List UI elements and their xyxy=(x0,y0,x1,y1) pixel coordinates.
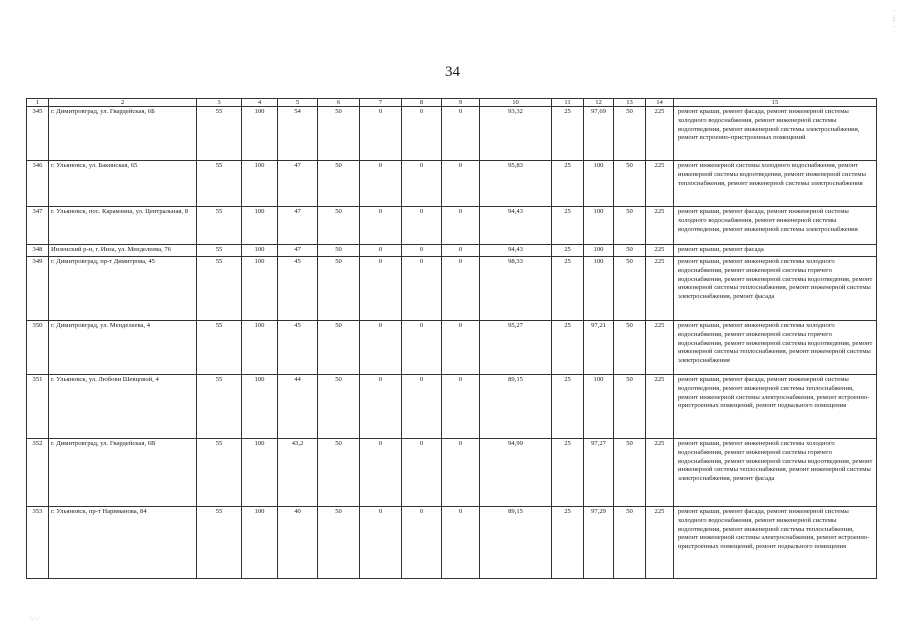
address-cell: г. Димитровград, ул. Гвардейская, 6В xyxy=(49,439,197,507)
table-row xyxy=(27,257,877,321)
value-cell: 50 xyxy=(614,257,646,321)
works-cell: ремонт крыши, ремонт инженерной системы холодного водоснабжения, ремонт инженерной системы горячего водоснабжения, ремонт инженерной системы водоотведения, ремонт инженерной системы теплоснабжения, ремонт инженерной системы электроснабжения, ремонт фасада xyxy=(674,257,877,321)
value-cell: 89,15 xyxy=(480,507,552,579)
works-cell: ремонт инженерной системы холодного водоснабжения, ремонт инженерной системы водоотведения, ремонт инженерной системы теплоснабжения, ремонт инженерной системы электроснабжения xyxy=(674,161,877,207)
value-cell: 225 xyxy=(646,107,674,161)
value-cell: 97,21 xyxy=(584,321,614,375)
value-cell: 0 xyxy=(402,257,442,321)
value-cell: 0 xyxy=(360,207,402,245)
value-cell: 0 xyxy=(442,321,480,375)
value-cell: 0 xyxy=(360,245,402,257)
value-cell: 0 xyxy=(442,257,480,321)
value-cell: 45 xyxy=(278,257,318,321)
value-cell: 50 xyxy=(614,207,646,245)
scan-artifact-marks: ·.·.· xyxy=(30,615,40,622)
column-header: 12 xyxy=(584,99,614,107)
value-cell: 225 xyxy=(646,161,674,207)
value-cell: 25 xyxy=(552,507,584,579)
value-cell: 100 xyxy=(242,107,278,161)
row-number-cell: 345 xyxy=(27,107,49,161)
value-cell: 0 xyxy=(402,321,442,375)
value-cell: 50 xyxy=(318,375,360,439)
value-cell: 100 xyxy=(242,507,278,579)
table-row xyxy=(27,375,877,439)
value-cell: 25 xyxy=(552,161,584,207)
value-cell: 98,33 xyxy=(480,257,552,321)
value-cell: 50 xyxy=(318,107,360,161)
value-cell: 50 xyxy=(614,245,646,257)
value-cell: 100 xyxy=(584,375,614,439)
address-cell: г. Ульяновск, ул. Любови Шевцовой, 4 xyxy=(49,375,197,439)
value-cell: 55 xyxy=(197,439,242,507)
value-cell: 225 xyxy=(646,207,674,245)
value-cell: 225 xyxy=(646,507,674,579)
address-cell: г. Димитровград, ул. Менделеева, 4 xyxy=(49,321,197,375)
value-cell: 94,43 xyxy=(480,245,552,257)
value-cell: 43,2 xyxy=(278,439,318,507)
value-cell: 225 xyxy=(646,257,674,321)
table-header-row xyxy=(27,99,877,107)
value-cell: 100 xyxy=(242,245,278,257)
column-header: 11 xyxy=(552,99,584,107)
value-cell: 0 xyxy=(402,161,442,207)
column-header: 4 xyxy=(242,99,278,107)
value-cell: 55 xyxy=(197,321,242,375)
value-cell: 97,29 xyxy=(584,507,614,579)
value-cell: 55 xyxy=(197,161,242,207)
value-cell: 50 xyxy=(614,107,646,161)
address-cell: г. Ульяновск, ул. Бакинская, 65 xyxy=(49,161,197,207)
row-number-cell: 346 xyxy=(27,161,49,207)
value-cell: 97,69 xyxy=(584,107,614,161)
value-cell: 225 xyxy=(646,439,674,507)
table-row xyxy=(27,439,877,507)
value-cell: 0 xyxy=(402,375,442,439)
value-cell: 50 xyxy=(318,321,360,375)
works-cell: ремонт крыши, ремонт инженерной системы холодного водоснабжения, ремонт инженерной системы горячего водоснабжения, ремонт инженерной системы водоотведения, ремонт инженерной системы теплоснабжения, ремонт инженерной системы электроснабжения xyxy=(674,321,877,375)
works-cell: ремонт крыши, ремонт фасада, ремонт инженерной системы холодного водоснабжения, ремонт инженерной системы водоотведения, ремонт инженерной системы теплоснабжения, ремонт инженерной системы электроснабжения, ремонт встроенно-пристроенных помещений, ремонт подвального помещения xyxy=(674,507,877,579)
value-cell: 0 xyxy=(442,507,480,579)
value-cell: 0 xyxy=(442,161,480,207)
row-number-cell: 353 xyxy=(27,507,49,579)
table-row xyxy=(27,245,877,257)
value-cell: 50 xyxy=(614,507,646,579)
value-cell: 55 xyxy=(197,207,242,245)
column-header: 5 xyxy=(278,99,318,107)
table-row xyxy=(27,107,877,161)
value-cell: 50 xyxy=(318,257,360,321)
value-cell: 50 xyxy=(318,207,360,245)
value-cell: 0 xyxy=(360,439,402,507)
value-cell: 55 xyxy=(197,257,242,321)
works-cell: ремонт крыши, ремонт фасада, ремонт инженерной системы водоотведения, ремонт инженерной системы теплоснабжения, ремонт инженерной системы электроснабжения, ремонт встроенно-пристроенных помещений, ремонт подвального помещения xyxy=(674,375,877,439)
table-row xyxy=(27,507,877,579)
row-number-cell: 347 xyxy=(27,207,49,245)
data-table-wrapper xyxy=(26,98,877,579)
value-cell: 25 xyxy=(552,257,584,321)
row-number-cell: 352 xyxy=(27,439,49,507)
column-header: 9 xyxy=(442,99,480,107)
column-header: 6 xyxy=(318,99,360,107)
column-header: 1 xyxy=(27,99,49,107)
value-cell: 47 xyxy=(278,207,318,245)
works-cell: ремонт крыши, ремонт фасада xyxy=(674,245,877,257)
value-cell: 45 xyxy=(278,321,318,375)
column-header: 7 xyxy=(360,99,402,107)
value-cell: 50 xyxy=(614,161,646,207)
scan-artifact-marks: · ¦ · xyxy=(892,8,895,31)
value-cell: 0 xyxy=(442,439,480,507)
value-cell: 0 xyxy=(360,161,402,207)
works-cell: ремонт крыши, ремонт фасада, ремонт инженерной системы холодного водоснабжения, ремонт инженерной системы водоотведения, ремонт инженерной системы электроснабжения xyxy=(674,207,877,245)
value-cell: 100 xyxy=(242,439,278,507)
page-number: 34 xyxy=(445,64,460,80)
value-cell: 55 xyxy=(197,507,242,579)
value-cell: 55 xyxy=(197,245,242,257)
value-cell: 100 xyxy=(242,207,278,245)
value-cell: 0 xyxy=(360,257,402,321)
value-cell: 0 xyxy=(402,439,442,507)
value-cell: 97,27 xyxy=(584,439,614,507)
value-cell: 0 xyxy=(360,507,402,579)
row-number-cell: 348 xyxy=(27,245,49,257)
column-header: 2 xyxy=(49,99,197,107)
value-cell: 40 xyxy=(278,507,318,579)
value-cell: 44 xyxy=(278,375,318,439)
address-cell: г. Ульяновск, пр-т Нариманова, 84 xyxy=(49,507,197,579)
value-cell: 89,15 xyxy=(480,375,552,439)
value-cell: 0 xyxy=(442,245,480,257)
value-cell: 25 xyxy=(552,321,584,375)
value-cell: 93,32 xyxy=(480,107,552,161)
value-cell: 50 xyxy=(318,161,360,207)
address-cell: г. Ульяновск, пос. Карамзина, ул. Центральная, 8 xyxy=(49,207,197,245)
value-cell: 0 xyxy=(402,245,442,257)
value-cell: 47 xyxy=(278,245,318,257)
row-number-cell: 350 xyxy=(27,321,49,375)
address-cell: Инзенский р-н, г. Инза, ул. Менделеева, 76 xyxy=(49,245,197,257)
column-header: 3 xyxy=(197,99,242,107)
value-cell: 25 xyxy=(552,439,584,507)
row-number-cell: 349 xyxy=(27,257,49,321)
column-header: 14 xyxy=(646,99,674,107)
value-cell: 0 xyxy=(402,507,442,579)
value-cell: 25 xyxy=(552,207,584,245)
works-cell: ремонт крыши, ремонт инженерной системы холодного водоснабжения, ремонт инженерной системы горячего водоснабжения, ремонт инженерной системы водоотведения, ремонт инженерной системы теплоснабжения, ремонт инженерной системы электроснабжения, ремонт фасада xyxy=(674,439,877,507)
value-cell: 25 xyxy=(552,107,584,161)
table-row xyxy=(27,321,877,375)
value-cell: 94,99 xyxy=(480,439,552,507)
value-cell: 225 xyxy=(646,321,674,375)
value-cell: 0 xyxy=(442,375,480,439)
value-cell: 95,27 xyxy=(480,321,552,375)
value-cell: 100 xyxy=(584,245,614,257)
works-cell: ремонт крыши, ремонт фасада, ремонт инженерной системы холодного водоснабжения, ремонт инженерной системы водоотведения, ремонт инженерной системы электроснабжения, ремонт встроенно-пристроенных помещений xyxy=(674,107,877,161)
row-number-cell: 351 xyxy=(27,375,49,439)
value-cell: 0 xyxy=(360,321,402,375)
column-header: 15 xyxy=(674,99,877,107)
value-cell: 100 xyxy=(242,257,278,321)
data-table xyxy=(26,98,877,579)
value-cell: 0 xyxy=(402,107,442,161)
value-cell: 50 xyxy=(614,321,646,375)
value-cell: 47 xyxy=(278,161,318,207)
value-cell: 225 xyxy=(646,245,674,257)
value-cell: 225 xyxy=(646,375,674,439)
value-cell: 0 xyxy=(442,207,480,245)
value-cell: 100 xyxy=(584,207,614,245)
value-cell: 50 xyxy=(614,375,646,439)
value-cell: 55 xyxy=(197,107,242,161)
value-cell: 100 xyxy=(584,161,614,207)
value-cell: 100 xyxy=(584,257,614,321)
value-cell: 0 xyxy=(360,107,402,161)
value-cell: 0 xyxy=(442,107,480,161)
column-header: 8 xyxy=(402,99,442,107)
value-cell: 94,43 xyxy=(480,207,552,245)
column-header: 10 xyxy=(480,99,552,107)
value-cell: 55 xyxy=(197,375,242,439)
value-cell: 0 xyxy=(402,207,442,245)
value-cell: 50 xyxy=(318,245,360,257)
value-cell: 25 xyxy=(552,245,584,257)
column-header: 13 xyxy=(614,99,646,107)
value-cell: 54 xyxy=(278,107,318,161)
address-cell: г. Димитровград, пр-т Димитрова, 45 xyxy=(49,257,197,321)
value-cell: 100 xyxy=(242,161,278,207)
value-cell: 100 xyxy=(242,321,278,375)
value-cell: 95,83 xyxy=(480,161,552,207)
value-cell: 50 xyxy=(318,439,360,507)
value-cell: 50 xyxy=(318,507,360,579)
address-cell: г. Димитровград, ул. Гвардейская, 6Б xyxy=(49,107,197,161)
table-row xyxy=(27,161,877,207)
value-cell: 50 xyxy=(614,439,646,507)
value-cell: 0 xyxy=(360,375,402,439)
value-cell: 25 xyxy=(552,375,584,439)
value-cell: 100 xyxy=(242,375,278,439)
table-row xyxy=(27,207,877,245)
